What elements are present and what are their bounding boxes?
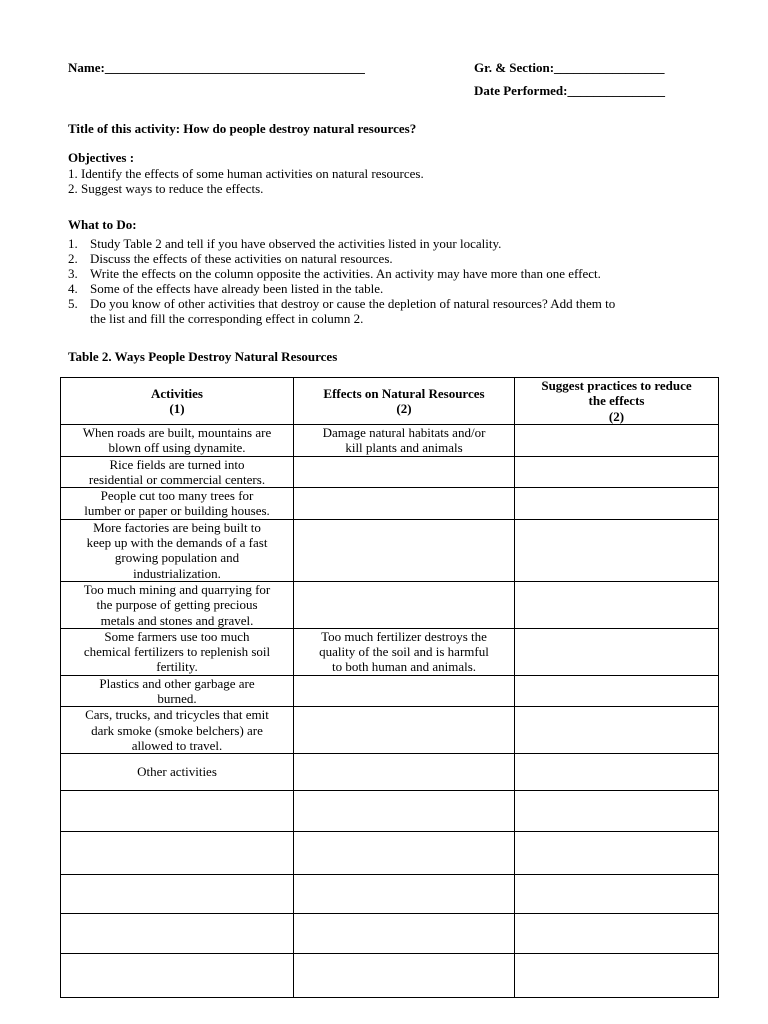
activity-title: Title of this activity: How do people destroy natural resources? xyxy=(68,121,417,136)
activity-cell xyxy=(61,707,294,754)
activity-cell[interactable] xyxy=(61,914,294,954)
cell-line: burned. xyxy=(157,691,197,707)
practice-cell[interactable] xyxy=(515,425,719,457)
cell-line: Some farmers use too much xyxy=(104,628,250,644)
cell-line: blown off using dynamite. xyxy=(108,440,246,456)
practice-cell[interactable] xyxy=(515,628,719,675)
table-body xyxy=(61,425,719,998)
practice-cell[interactable] xyxy=(515,581,719,628)
name-blank[interactable]: ________________________________________ xyxy=(104,60,365,75)
step-line: Study Table 2 and tell if you have observed the activities listed in your locality. xyxy=(90,236,502,251)
effect-cell[interactable] xyxy=(294,832,515,875)
effect-cell[interactable] xyxy=(294,581,515,628)
table-row xyxy=(61,914,719,954)
practice-cell[interactable] xyxy=(515,914,719,954)
table-row xyxy=(61,488,719,520)
practice-cell[interactable] xyxy=(515,707,719,754)
step-item xyxy=(68,236,615,251)
cell-line: kill plants and animals xyxy=(345,440,463,456)
cell-line: Too much mining and quarrying for xyxy=(83,581,271,597)
cell-line: Rice fields are turned into xyxy=(109,456,245,472)
table-row xyxy=(61,425,719,457)
step-number: 1. xyxy=(68,236,78,251)
column-header-line: (2) xyxy=(608,408,625,424)
activity-cell xyxy=(61,675,294,707)
practice-cell[interactable] xyxy=(515,791,719,832)
cell-line: to both human and animals. xyxy=(331,659,477,675)
step-text xyxy=(90,281,383,296)
table-row xyxy=(61,628,719,675)
activity-cell xyxy=(61,519,294,581)
table-row xyxy=(61,675,719,707)
practice-cell[interactable] xyxy=(515,754,719,791)
cell-line: chemical fertilizers to replenish soil xyxy=(83,644,271,660)
table-row xyxy=(61,519,719,581)
activity-cell xyxy=(61,581,294,628)
column-header xyxy=(294,378,515,425)
practice-cell[interactable] xyxy=(515,519,719,581)
objective-item: 2. Suggest ways to reduce the effects. xyxy=(68,181,264,196)
cell-line: When roads are built, mountains are xyxy=(82,425,272,440)
effect-cell[interactable] xyxy=(294,954,515,998)
objectives-heading: Objectives : xyxy=(68,150,135,165)
step-text xyxy=(90,236,501,251)
cell-line: Other activities xyxy=(137,764,217,780)
activity-cell[interactable] xyxy=(61,954,294,998)
activity-cell[interactable] xyxy=(61,791,294,832)
step-text xyxy=(90,266,601,281)
table-row xyxy=(61,456,719,488)
cell-line: People cut too many trees for xyxy=(100,488,254,504)
column-header-line: the effects xyxy=(588,393,645,409)
section-blank[interactable]: _________________ xyxy=(554,60,665,75)
effect-cell[interactable] xyxy=(294,707,515,754)
step-item xyxy=(68,266,615,281)
cell-line: industrialization. xyxy=(133,565,221,581)
objective-item: 1. Identify the effects of some human activities on natural resources. xyxy=(68,165,424,181)
step-line: Write the effects on the column opposite the activities. An activity may have more than one effect. xyxy=(90,266,601,281)
cell-line: Plastics and other garbage are xyxy=(99,675,255,691)
step-number: 5. xyxy=(68,296,78,311)
effect-cell[interactable] xyxy=(294,488,515,520)
activity-cell xyxy=(61,456,294,488)
table-row xyxy=(61,954,719,998)
cell-line: metals and stones and gravel. xyxy=(100,612,254,628)
effect-cell[interactable] xyxy=(294,875,515,914)
step-line: Some of the effects have already been listed in the table. xyxy=(90,281,384,296)
table-row xyxy=(61,832,719,875)
table-row xyxy=(61,581,719,628)
practice-cell[interactable] xyxy=(515,488,719,520)
cell-line: residential or commercial centers. xyxy=(88,471,266,487)
date-label: Date Performed: xyxy=(474,83,568,98)
practice-cell[interactable] xyxy=(515,675,719,707)
objectives-section xyxy=(68,150,424,197)
practice-cell[interactable] xyxy=(515,832,719,875)
cell-line: the purpose of getting precious xyxy=(96,597,258,613)
cell-line: More factories are being built to xyxy=(93,519,261,535)
activity-cell xyxy=(61,425,294,457)
column-header-line: (1) xyxy=(169,401,185,416)
step-line: Do you know of other activities that destroy or cause the depletion of natural resources? Add them to xyxy=(90,296,616,311)
what-to-do-steps xyxy=(68,236,615,326)
effect-cell[interactable] xyxy=(294,675,515,707)
activity-cell[interactable] xyxy=(61,832,294,875)
date-field xyxy=(474,83,665,99)
step-text xyxy=(90,251,393,266)
column-header-line: (2) xyxy=(396,401,412,416)
section-field xyxy=(474,60,665,76)
table-row xyxy=(61,707,719,754)
column-header xyxy=(61,378,294,425)
effect-cell[interactable] xyxy=(294,914,515,954)
step-line: the list and fill the corresponding effect in column 2. xyxy=(90,311,364,326)
table-row xyxy=(61,791,719,832)
cell-line: quality of the soil and is harmful xyxy=(319,644,489,660)
step-item xyxy=(68,281,615,296)
effect-cell[interactable] xyxy=(294,456,515,488)
effect-cell[interactable] xyxy=(294,754,515,791)
step-text xyxy=(90,296,615,326)
effect-cell xyxy=(294,628,515,675)
what-to-do-heading: What to Do: xyxy=(68,217,137,232)
resources-table xyxy=(60,377,719,998)
step-item xyxy=(68,251,615,266)
effect-cell xyxy=(294,425,515,457)
cell-line: growing population and xyxy=(114,550,240,566)
table-caption: Table 2. Ways People Destroy Natural Resources xyxy=(68,349,338,364)
cell-line: Cars, trucks, and tricycles that emit xyxy=(85,707,269,723)
practice-cell[interactable] xyxy=(515,954,719,998)
step-line: Discuss the effects of these activities on natural resources. xyxy=(90,251,393,266)
section-label: Gr. & Section: xyxy=(474,60,555,75)
table-header-row xyxy=(61,378,719,425)
cell-line: dark smoke (smoke belchers) are xyxy=(91,722,263,738)
step-number: 2. xyxy=(68,251,78,266)
column-header-line: Effects on Natural Resources xyxy=(323,385,485,401)
cell-line: allowed to travel. xyxy=(131,737,223,753)
effect-cell[interactable] xyxy=(294,791,515,832)
column-header xyxy=(515,378,719,425)
cell-line: Damage natural habitats and/or xyxy=(322,425,486,440)
step-number: 3. xyxy=(68,266,78,281)
name-field xyxy=(68,60,365,76)
practice-cell[interactable] xyxy=(515,456,719,488)
activity-cell xyxy=(61,628,294,675)
cell-line: lumber or paper or building houses. xyxy=(84,503,270,519)
column-header-line: Suggest practices to reduce xyxy=(541,378,692,394)
table-row xyxy=(61,875,719,914)
name-label: Name: xyxy=(68,60,105,75)
date-blank[interactable]: _______________ xyxy=(567,83,665,98)
cell-line: fertility. xyxy=(156,659,198,675)
activity-cell[interactable] xyxy=(61,875,294,914)
cell-line: keep up with the demands of a fast xyxy=(86,535,268,551)
column-header-line: Activities xyxy=(151,385,203,401)
table-row xyxy=(61,754,719,791)
activity-cell xyxy=(61,754,294,791)
step-number: 4. xyxy=(68,281,78,296)
activity-cell xyxy=(61,488,294,520)
step-item xyxy=(68,296,615,326)
practice-cell[interactable] xyxy=(515,875,719,914)
effect-cell[interactable] xyxy=(294,519,515,581)
objectives-list xyxy=(68,166,424,197)
cell-line: Too much fertilizer destroys the xyxy=(321,628,487,644)
